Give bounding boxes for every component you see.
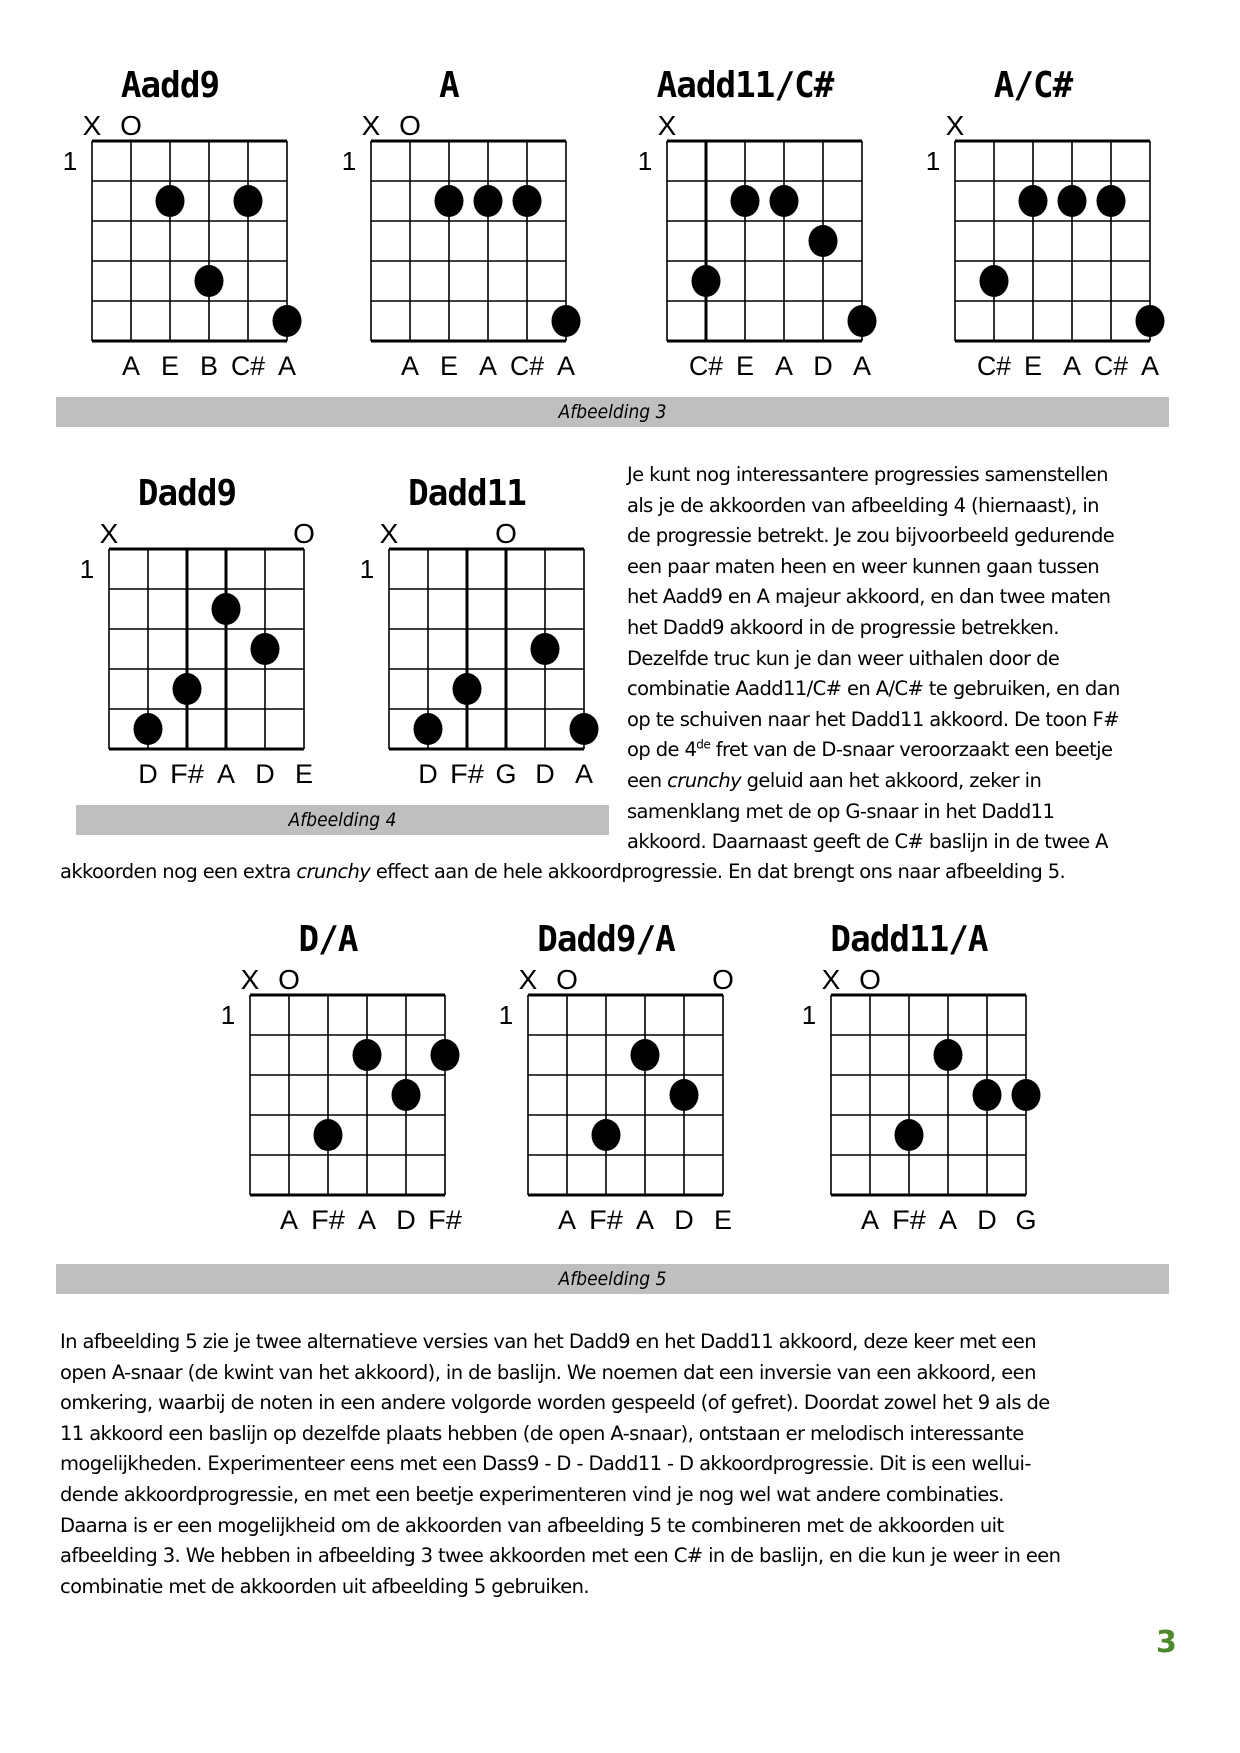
text-line: afbeelding 3. We hebben in afbeelding 3 twee akkoorden met een C# in de baslijn, en die kun je weer in een bbox=[60, 1544, 1061, 1568]
finger-dot bbox=[1058, 185, 1087, 217]
text-line: combinatie met de akkoorden uit afbeelding 5 gebruiken. bbox=[60, 1574, 589, 1598]
chord-diagram-d-over-a bbox=[198, 918, 462, 1235]
finger-dot bbox=[692, 265, 721, 297]
note-label: A bbox=[1062, 351, 1082, 381]
note-label: E bbox=[294, 759, 314, 789]
text-line: In afbeelding 5 zie je twee alternatieve versies van het Dadd9 en het Dadd11 akkoord, deze keer met een bbox=[60, 1330, 1036, 1353]
text-line: het Aadd9 en A majeur akkoord, en dan twee maten bbox=[627, 585, 1111, 609]
chord-grid bbox=[779, 918, 1039, 1235]
text-line: dende akkoordprogressie, en met een beetje experimenteren vind je nog wel wat andere combinaties. bbox=[60, 1482, 1004, 1506]
text-run: op de 4 bbox=[627, 738, 697, 762]
finger-dot bbox=[980, 265, 1009, 297]
note-label: E bbox=[160, 351, 180, 381]
chord-name: Aadd11/C# bbox=[656, 65, 834, 106]
note-label: D bbox=[535, 759, 555, 789]
chord-diagram-aadd9 bbox=[40, 64, 300, 381]
finger-dot bbox=[251, 633, 280, 665]
chord-grid bbox=[57, 472, 317, 789]
finger-dot bbox=[474, 185, 503, 217]
chord-name: D/A bbox=[298, 919, 358, 960]
chord-grid bbox=[476, 918, 736, 1235]
text-line: Je kunt nog interessantere progressies samenstellen bbox=[627, 463, 1108, 486]
note-label: D bbox=[138, 759, 158, 789]
superscript: de bbox=[696, 737, 711, 752]
chord-diagram-dadd9-over-a bbox=[476, 918, 736, 1235]
fret-number-label: 1 bbox=[341, 146, 357, 176]
chord-diagram-a-c-sharp bbox=[903, 64, 1163, 381]
note-label: A bbox=[279, 1205, 299, 1235]
note-label: C# bbox=[1094, 351, 1128, 381]
text-line: een paar maten heen en weer kunnen gaan tussen bbox=[627, 554, 1100, 578]
finger-dot bbox=[134, 713, 163, 745]
finger-dot bbox=[392, 1079, 421, 1111]
chord-grid bbox=[903, 64, 1163, 381]
finger-dot bbox=[809, 225, 838, 257]
chord-name: A bbox=[439, 65, 459, 106]
fret-number-label: 1 bbox=[498, 1000, 514, 1030]
note-label: E bbox=[713, 1205, 733, 1235]
finger-dot bbox=[531, 633, 560, 665]
finger-dot bbox=[1136, 305, 1165, 337]
text-run: effect aan de hele akkoordprogressie. En dat brengt ons naar afbeelding 5. bbox=[370, 860, 1066, 883]
note-label: A bbox=[121, 351, 141, 381]
note-label: A bbox=[774, 351, 794, 381]
finger-dot bbox=[731, 185, 760, 217]
note-label: F# bbox=[892, 1205, 926, 1235]
chord-grid bbox=[198, 918, 462, 1235]
open-string-marker: O bbox=[293, 518, 315, 549]
chord-name: Dadd11 bbox=[408, 473, 526, 514]
chord-diagram-a bbox=[319, 64, 579, 381]
text-run: een bbox=[627, 768, 668, 792]
note-label: A bbox=[860, 1205, 880, 1235]
fret-number-label: 1 bbox=[79, 554, 95, 584]
text-line: als je de akkoorden van afbeelding 4 (hiernaast), in bbox=[627, 493, 1099, 517]
chord-name: Dadd9 bbox=[137, 473, 237, 514]
chord-diagram-dadd11-over-a bbox=[779, 918, 1039, 1235]
figure5-caption: Afbeelding 5 bbox=[558, 1268, 667, 1290]
chord-grid bbox=[337, 472, 597, 789]
chord-grid bbox=[40, 64, 300, 381]
fret-number-label: 1 bbox=[359, 554, 375, 584]
finger-dot bbox=[353, 1039, 382, 1071]
fret-number-label: 1 bbox=[220, 1000, 236, 1030]
note-label: A bbox=[938, 1205, 958, 1235]
finger-dot bbox=[234, 185, 263, 217]
finger-dot bbox=[414, 713, 443, 745]
text-line: het Dadd9 akkoord in de progressie betrekken. bbox=[627, 615, 1059, 639]
open-string-marker: O bbox=[278, 964, 300, 995]
finger-dot bbox=[273, 305, 302, 337]
note-label: A bbox=[277, 351, 297, 381]
note-label: C# bbox=[977, 351, 1011, 381]
note-label: F# bbox=[170, 759, 204, 789]
finger-dot bbox=[173, 673, 202, 705]
side-text-block bbox=[627, 460, 1187, 858]
muted-string-marker: X bbox=[945, 110, 965, 141]
finger-dot bbox=[431, 1039, 460, 1071]
note-label: A bbox=[400, 351, 420, 381]
note-label: B bbox=[199, 351, 219, 381]
page-number: 3 bbox=[1156, 1625, 1177, 1660]
open-string-marker: O bbox=[495, 518, 517, 549]
text-line: akkoord. Daarnaast geeft de C# baslijn in de twee A bbox=[627, 830, 1108, 854]
finger-dot bbox=[314, 1119, 343, 1151]
note-label: E bbox=[1023, 351, 1043, 381]
finger-dot bbox=[513, 185, 542, 217]
note-label: D bbox=[418, 759, 438, 789]
note-label: D bbox=[255, 759, 275, 789]
open-string-marker: O bbox=[399, 110, 421, 141]
finger-dot bbox=[195, 265, 224, 297]
fret-number-label: 1 bbox=[925, 146, 941, 176]
open-string-marker: O bbox=[712, 964, 734, 995]
text-line: 11 akkoord een baslijn op dezelfde plaats hebben (de open A-snaar), ontstaan er melodisch interessante bbox=[60, 1421, 1024, 1445]
note-label: A bbox=[574, 759, 594, 789]
chord-name: Dadd9/A bbox=[537, 919, 675, 960]
figure3-caption-bar bbox=[56, 397, 1169, 427]
note-label: F# bbox=[589, 1205, 623, 1235]
note-label: C# bbox=[510, 351, 544, 381]
finger-dot bbox=[934, 1039, 963, 1071]
note-label: F# bbox=[450, 759, 484, 789]
finger-dot bbox=[212, 593, 241, 625]
emphasis: crunchy bbox=[667, 768, 742, 792]
text-run: geluid aan het akkoord, zeker in bbox=[741, 768, 1042, 792]
text-line: combinatie Aadd11/C# en A/C# te gebruiken, en dan bbox=[627, 677, 1120, 701]
finger-dot bbox=[552, 305, 581, 337]
fret-number-label: 1 bbox=[801, 1000, 817, 1030]
note-label: D bbox=[977, 1205, 997, 1235]
chord-name: A/C# bbox=[993, 65, 1073, 106]
figure5-caption-bar bbox=[56, 1264, 1169, 1294]
note-label: A bbox=[1140, 351, 1160, 381]
note-label: F# bbox=[311, 1205, 345, 1235]
note-label: A bbox=[635, 1205, 655, 1235]
note-label: C# bbox=[231, 351, 265, 381]
muted-string-marker: X bbox=[821, 964, 841, 995]
finger-dot bbox=[435, 185, 464, 217]
open-string-marker: O bbox=[556, 964, 578, 995]
finger-dot bbox=[1019, 185, 1048, 217]
text-run: fret van de D-snaar veroorzaakt een beetje bbox=[710, 738, 1113, 762]
chord-name: Dadd11/A bbox=[830, 919, 988, 960]
chord-grid bbox=[319, 64, 579, 381]
text-line: Dezelfde truc kun je dan weer uithalen door de bbox=[627, 646, 1060, 670]
note-label: D bbox=[813, 351, 833, 381]
figure4-caption: Afbeelding 4 bbox=[288, 809, 397, 831]
chord-name: Aadd9 bbox=[120, 65, 220, 106]
note-label: C# bbox=[689, 351, 723, 381]
note-label: A bbox=[556, 351, 576, 381]
chord-diagram-aadd11-c-sharp bbox=[615, 64, 875, 381]
muted-string-marker: X bbox=[361, 110, 381, 141]
note-label: D bbox=[396, 1205, 416, 1235]
finger-dot bbox=[895, 1119, 924, 1151]
text-line: op te schuiven naar het Dadd11 akkoord. De toon F# bbox=[627, 707, 1119, 731]
chord-grid bbox=[615, 64, 875, 381]
text-line-full-width bbox=[60, 857, 1065, 888]
muted-string-marker: X bbox=[379, 518, 399, 549]
muted-string-marker: X bbox=[518, 964, 538, 995]
text-line bbox=[627, 735, 1187, 766]
text-run: akkoorden nog een extra bbox=[60, 860, 297, 883]
muted-string-marker: X bbox=[657, 110, 677, 141]
note-label: G bbox=[1015, 1205, 1037, 1235]
muted-string-marker: X bbox=[240, 964, 260, 995]
emphasis: crunchy bbox=[296, 860, 371, 883]
note-label: G bbox=[495, 759, 517, 789]
note-label: A bbox=[357, 1205, 377, 1235]
text-line: Daarna is er een mogelijkheid om de akkoorden van afbeelding 5 te combineren met de akkoorden uit bbox=[60, 1513, 1004, 1537]
text-line: mogelijkheden. Experimenteer eens met een Dass9 - D - Dadd11 - D akkoordprogressie. Dit is een wellui- bbox=[60, 1452, 1031, 1476]
note-label: E bbox=[439, 351, 459, 381]
figure3-caption: Afbeelding 3 bbox=[558, 401, 667, 423]
finger-dot bbox=[973, 1079, 1002, 1111]
finger-dot bbox=[631, 1039, 660, 1071]
note-label: A bbox=[852, 351, 872, 381]
note-label: E bbox=[735, 351, 755, 381]
finger-dot bbox=[770, 185, 799, 217]
muted-string-marker: X bbox=[82, 110, 102, 141]
chord-diagram-dadd9 bbox=[57, 472, 317, 789]
text-line: samenklang met de op G-snaar in het Dadd11 bbox=[627, 799, 1055, 823]
finger-dot bbox=[1097, 185, 1126, 217]
muted-string-marker: X bbox=[99, 518, 119, 549]
chord-diagram-dadd11 bbox=[337, 472, 597, 789]
note-label: F# bbox=[428, 1205, 462, 1235]
finger-dot bbox=[1012, 1079, 1041, 1111]
finger-dot bbox=[570, 713, 599, 745]
note-label: D bbox=[674, 1205, 694, 1235]
text-line: de progressie betrekt. Je zou bijvoorbeeld gedurende bbox=[627, 524, 1115, 548]
body-paragraph bbox=[60, 1327, 1180, 1602]
text-line: open A-snaar (de kwint van het akkoord), in de baslijn. We noemen dat een inversie van een akkoord, een bbox=[60, 1360, 1036, 1384]
open-string-marker: O bbox=[859, 964, 881, 995]
finger-dot bbox=[156, 185, 185, 217]
finger-dot bbox=[453, 673, 482, 705]
open-string-marker: O bbox=[120, 110, 142, 141]
finger-dot bbox=[592, 1119, 621, 1151]
text-line bbox=[627, 766, 1187, 797]
note-label: A bbox=[557, 1205, 577, 1235]
finger-dot bbox=[848, 305, 877, 337]
note-label: A bbox=[478, 351, 498, 381]
fret-number-label: 1 bbox=[637, 146, 653, 176]
fret-number-label: 1 bbox=[62, 146, 78, 176]
finger-dot bbox=[670, 1079, 699, 1111]
figure4-caption-bar bbox=[76, 805, 609, 835]
text-line: omkering, waarbij de noten in een andere volgorde worden gespeeld (of gefret). Doordat zowel het 9 als de bbox=[60, 1391, 1050, 1415]
note-label: A bbox=[216, 759, 236, 789]
